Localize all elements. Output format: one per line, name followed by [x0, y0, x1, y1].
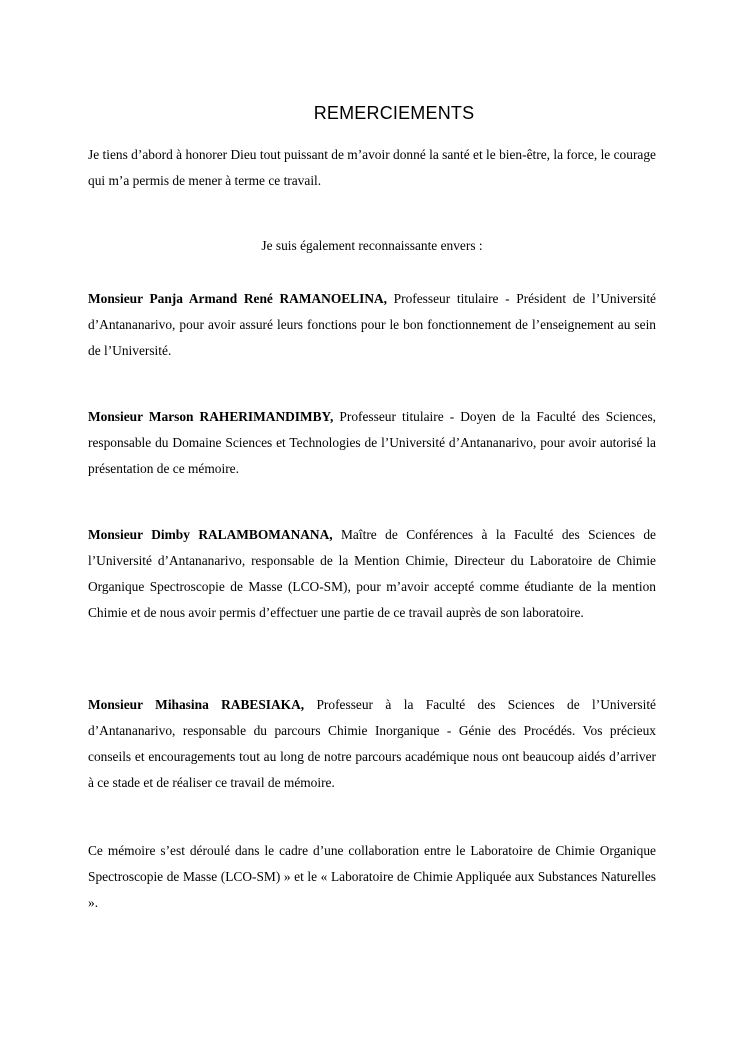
- acknowledgement-paragraph: [88, 286, 656, 364]
- acknowledged-person-name: Monsieur Marson RAHERIMANDIMBY,: [88, 409, 334, 424]
- acknowledgement-paragraph: [88, 404, 656, 482]
- acknowledged-person-name: Monsieur Panja Armand René RAMANOELINA,: [88, 291, 388, 306]
- acknowledgement-text: Professeur titulaire - Président de l’Université d’Antananarivo, pour avoir assuré leurs fonctions pour le bon fonctionnement de l’enseignement au sein de l’Université.: [88, 291, 656, 358]
- recognition-line: Je suis également reconnaissante envers :: [261, 238, 483, 253]
- acknowledgement-text: Professeur titulaire - Doyen de la Faculté des Sciences, responsable du Domaine Sciences et Technologies de l’Université d’Antananarivo, pour avoir autorisé la présentation de ce mémoire.: [88, 409, 657, 476]
- acknowledgement-paragraph: [88, 522, 656, 626]
- collaboration-paragraph: Ce mémoire s’est déroulé dans le cadre d’une collaboration entre le Laboratoire de Chimie Organique Spectroscopie de Masse (LCO-SM) » et le « Laboratoire de Chimie Appliquée aux Substances Naturelles ».: [88, 843, 656, 910]
- acknowledgement-text: Maître de Conférences à la Faculté des Sciences de l’Université d’Antananarivo, responsable de la Mention Chimie, Directeur du Laboratoire de Chimie Organique Spectroscopie de Masse (LCO-SM), pour m’avoir accepté comme étudiante de la mention Chimie et de nous avoir permis d’effectuer une partie de ce travail auprès de son laboratoire.: [88, 527, 656, 620]
- acknowledged-person-name: Monsieur Dimby RALAMBOMANANA,: [88, 527, 333, 542]
- intro-paragraph: Je tiens d’abord à honorer Dieu tout puissant de m’avoir donné la santé et le bien-être, la force, le courage qui m’a permis de mener à terme ce travail.: [88, 147, 656, 188]
- page-title: REMERCIEMENTS: [313, 103, 475, 123]
- acknowledgement-text: Professeur à la Faculté des Sciences de l’Université d’Antananarivo, responsable du parcours Chimie Inorganique - Génie des Procédés. Vos précieux conseils et encouragements tout au long de notre parcours académique nous ont beaucoup aidés d’arriver à ce stade et de réaliser ce travail de mémoire.: [88, 697, 656, 790]
- acknowledged-person-name: Monsieur Mihasina RABESIAKA,: [88, 697, 305, 712]
- acknowledgement-paragraph: [88, 692, 656, 796]
